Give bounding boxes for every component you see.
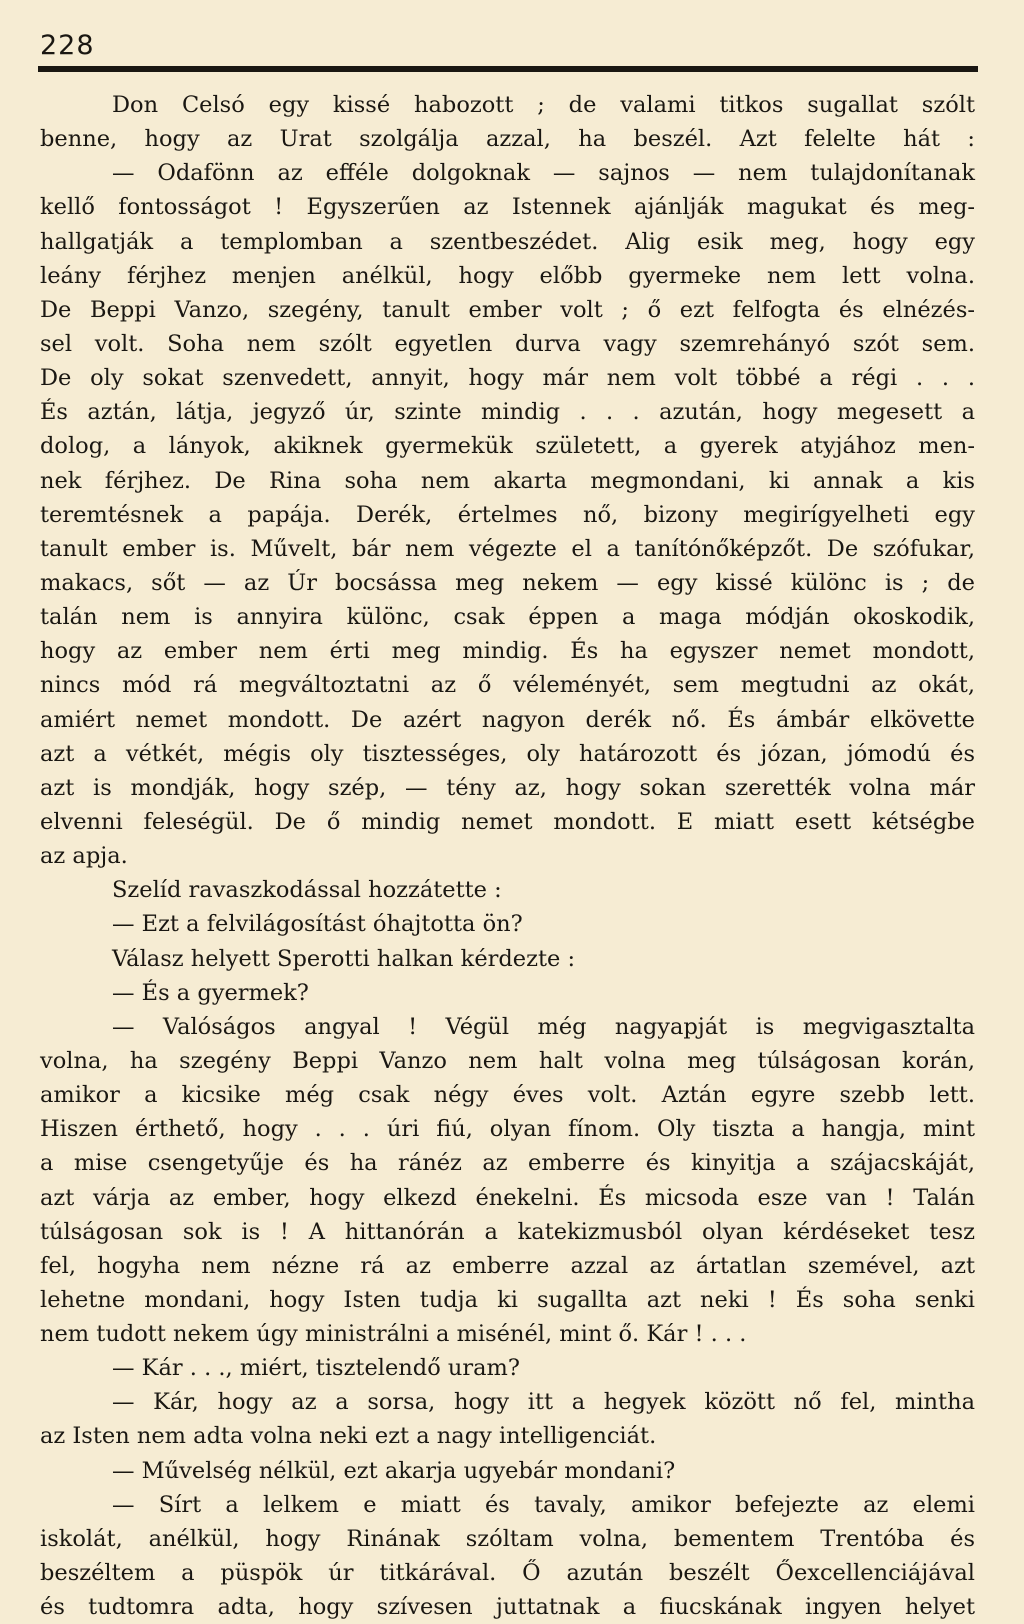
text-line: az Isten nem adta volna neki ezt a nagy intelligenciát. — [40, 1423, 657, 1450]
text-line: talán nem is annyira különc, csak éppen a maga módján okoskodik, — [40, 604, 975, 631]
text-line: dolog, a lányok, akiknek gyermekük született, a gyerek atyjához men- — [40, 433, 975, 460]
text-line: sel volt. Soha nem szólt egyetlen durva vagy szemrehányó szót sem. — [40, 330, 975, 357]
text-line: amiért nemet mondott. De azért nagyon derék nő. És ámbár elkövette — [40, 706, 975, 733]
text-line: hogy az ember nem érti meg mindig. És ha egyszer nemet mondott, — [40, 638, 975, 665]
text-line: kellő fontosságot ! Egyszerűen az Istennek ajánlják magukat és meg- — [40, 194, 975, 221]
text-line: leány férjhez menjen anélkül, hogy előbb gyermeke nem lett volna. — [40, 262, 975, 289]
text-line: — Ezt a felvilágosítást óhajtotta ön? — [112, 911, 523, 938]
text-line: iskolát, anélkül, hogy Rinának szóltam volna, bementem Trentóba és — [40, 1525, 975, 1552]
text-line: És aztán, látja, jegyző úr, szinte mindig . . . azután, hogy megesett a — [40, 399, 975, 426]
header-rule — [38, 66, 978, 72]
text-line: Don Celsó egy kissé habozott ; de valami titkos sugallat szólt — [112, 92, 975, 118]
text-line: hallgatják a templomban a szentbeszédet. Alig esik meg, hogy egy — [40, 228, 975, 255]
text-line: teremtésnek a papája. Derék, értelmes nő, bizony megirígyelheti egy — [40, 501, 975, 528]
text-line: azt a vétkét, mégis oly tisztességes, oly határozott és józan, jómodú és — [40, 740, 975, 767]
text-line: fel, hogyha nem nézne rá az emberre azzal az ártatlan szemével, azt — [40, 1252, 975, 1279]
text-line: az apja. — [40, 843, 128, 870]
text-line: — Valóságos angyal ! Végül még nagyapját is megvigasztalta — [112, 1013, 975, 1040]
text-line: volna, ha szegény Beppi Vanzo nem halt volna meg túlságosan korán, — [40, 1047, 975, 1074]
text-line: Hiszen érthető, hogy . . . úri fiú, olyan fínom. Oly tiszta a hangja, mint — [40, 1116, 975, 1143]
text-line: De oly sokat szenvedett, annyit, hogy már nem volt többé a régi . . . — [40, 365, 975, 392]
text-line: túlságosan sok is ! A hittanórán a katekizmusból olyan kérdéseket tesz — [40, 1218, 975, 1245]
text-line: nincs mód rá megváltoztatni az ő véleményét, sem megtudni az okát, — [40, 672, 975, 699]
text-line: elvenni feleségül. De ő mindig nemet mondott. E miatt esett kétségbe — [40, 808, 975, 835]
text-line: és tudtomra adta, hogy szívesen juttatnak a fiucskának ingyen helyet — [40, 1594, 975, 1621]
text-line: De Beppi Vanzo, szegény, tanult ember volt ; ő ezt felfogta és elnézés- — [40, 296, 975, 323]
text-line: tanult ember is. Művelt, bár nem végezte el a tanítónőképzőt. De szófukar, — [40, 535, 975, 562]
text-line: — Kár . . ., miért, tisztelendő uram? — [112, 1355, 520, 1382]
text-line: a mise csengetyűje és ha ránéz az emberre és kinyitja a szájacskáját, — [40, 1150, 975, 1177]
text-line: lehetne mondani, hogy Isten tudja ki sugallta azt neki ! És soha senki — [40, 1286, 975, 1313]
text-line: — Sírt a lelkem e miatt és tavaly, amikor befejezte az elemi — [112, 1491, 975, 1518]
text-line: makacs, sőt — az Úr bocsássa meg nekem — egy kissé különc is ; de — [40, 569, 975, 596]
text-line: azt várja az ember, hogy elkezd énekelni. És micsoda esze van ! Talán — [40, 1184, 975, 1211]
page-number: 228 — [40, 30, 95, 61]
text-line: nem tudott nekem úgy ministrálni a misénél, mint ő. Kár ! . . . — [40, 1321, 747, 1348]
text-line: nek férjhez. De Rina soha nem akarta megmondani, ki annak a kis — [40, 467, 975, 494]
text-line: azt is mondják, hogy szép, — tény az, hogy sokan szerették volna már — [40, 774, 975, 801]
body-text — [40, 88, 975, 1624]
text-line: — Kár, hogy az a sorsa, hogy itt a hegyek között nő fel, mintha — [112, 1389, 975, 1416]
text-line: amikor a kicsike még csak négy éves volt. Aztán egyre szebb lett. — [40, 1082, 975, 1109]
text-line: Válasz helyett Sperotti halkan kérdezte : — [112, 945, 576, 972]
text-line: — Odafönn az efféle dolgoknak — sajnos — nem tulajdonítanak — [112, 160, 975, 187]
text-line: benne, hogy az Urat szolgálja azzal, ha beszél. Azt felelte hát : — [40, 126, 975, 153]
text-line: Szelíd ravaszkodással hozzátette : — [112, 877, 502, 904]
text-line: beszéltem a püspök úr titkárával. Ő azután beszélt Őexcellenciájával — [40, 1560, 975, 1587]
text-line: — És a gyermek? — [112, 979, 309, 1006]
text-line: — Művelség nélkül, ezt akarja ugyebár mondani? — [112, 1457, 676, 1484]
